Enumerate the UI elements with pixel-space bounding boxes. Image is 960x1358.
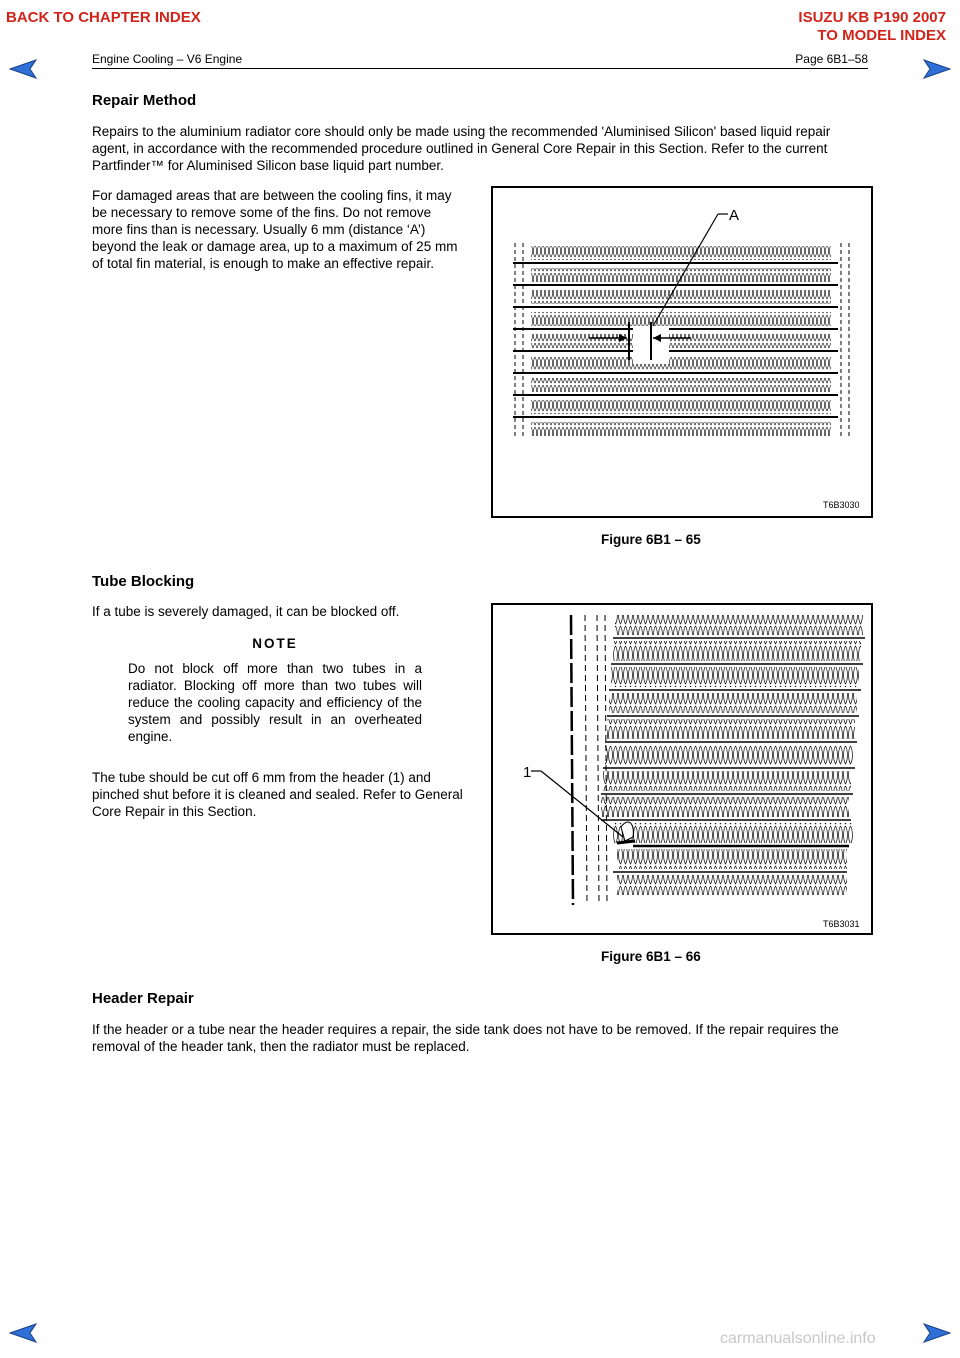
figure-callout-1: 1 (523, 764, 532, 781)
fin-rows (531, 246, 831, 436)
figure-id: T6B3030 (823, 500, 860, 510)
header-repair-heading: Header Repair (92, 990, 194, 1007)
model-title-line: ISUZU KB P190 2007 (798, 9, 946, 26)
header-repair-body: If the header or a tube near the header requires a repair, the side tank does not have to be removed. If the repair requires the removal of the header tank, then the radiator must be replaced. (92, 1022, 839, 1054)
fin-rows (601, 615, 863, 895)
page-number: Page 6B1–58 (795, 52, 868, 66)
radiator-header-diagram (493, 605, 871, 933)
next-page-arrow-icon (922, 1322, 952, 1344)
tube-blocking-body: The tube should be cut off 6 mm from the header (1) and pinched shut before it is cleaned and sealed. Refer to General Core Repair in this Section. (92, 770, 463, 819)
figure-callout-a: A (729, 207, 740, 224)
radiator-fins-diagram (493, 188, 871, 516)
next-page-arrow-icon (922, 58, 952, 80)
to-model-index-line[interactable]: TO MODEL INDEX (817, 27, 946, 44)
previous-page-arrow-icon (8, 1322, 38, 1344)
back-to-chapter-index-link[interactable]: BACK TO CHAPTER INDEX (6, 9, 201, 26)
tube-blocking-heading: Tube Blocking (92, 573, 195, 590)
figure-tube-blocking (491, 603, 873, 935)
repair-method-heading: Repair Method (92, 92, 197, 109)
repair-method-intro: Repairs to the aluminium radiator core should only be made using the recommended 'Aluminised Silicon' based liquid repair agent, in accordance with the recommended procedure outlined in General Core Repair in this Section. Refer to the current Partfinder™ for Aluminised Silicon base liquid part number. (92, 124, 831, 173)
repair-method-body: For damaged areas that are between the cooling fins, it may be necessary to remove some of the fins. Do not remove more fins than is necessary. Usually 6 mm (distance ‘A’) beyond the leak or damage area, up to a maximum of 25 mm of total fin material, is enough to make an effective repair. (92, 188, 458, 271)
figure-id: T6B3031 (823, 919, 860, 929)
note-body: Do not block off more than two tubes in a radiator. Blocking off more than two tubes will reduce the cooling capacity and efficiency of the system and possibly result in an overheated engine. (128, 661, 422, 744)
figure-caption: Figure 6B1 – 65 (601, 532, 701, 547)
next-page-button-bottom[interactable] (922, 1322, 952, 1344)
previous-page-button[interactable] (8, 58, 38, 80)
previous-page-arrow-icon (8, 58, 38, 80)
model-index-link[interactable] (798, 9, 946, 45)
header-lines (571, 615, 607, 905)
header-divider (92, 68, 868, 69)
watermark: carmanualsonline.info (720, 1330, 876, 1347)
tube-blocking-intro: If a tube is severely damaged, it can be blocked off. (92, 604, 400, 619)
figure-radiator-fin-repair (491, 186, 873, 518)
figure-caption: Figure 6B1 – 66 (601, 949, 701, 964)
next-page-button[interactable] (922, 58, 952, 80)
section-header: Engine Cooling – V6 Engine (92, 52, 243, 66)
note-heading: NOTE (252, 636, 298, 651)
previous-page-button-bottom[interactable] (8, 1322, 38, 1344)
